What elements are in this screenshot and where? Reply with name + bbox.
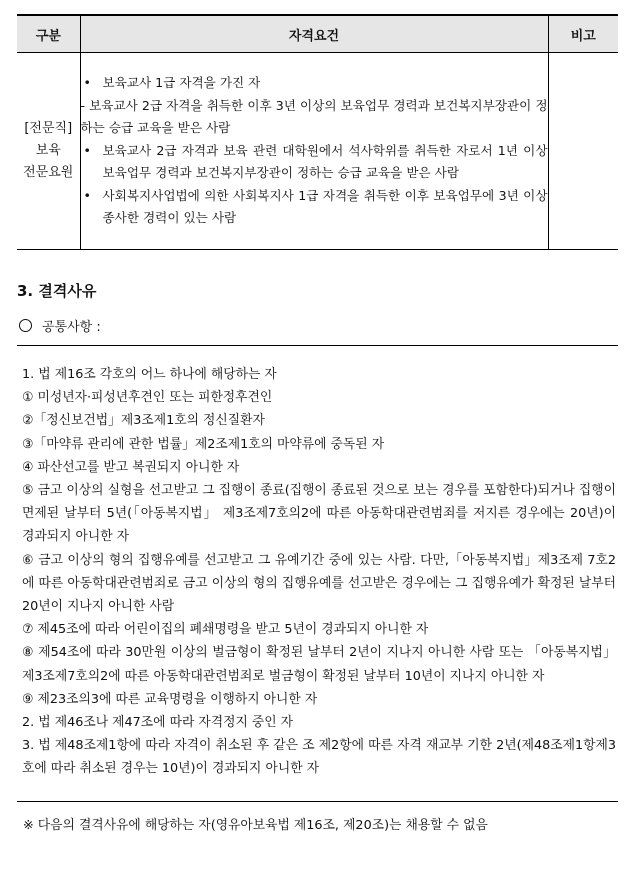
list-item: ④ 파산선고를 받고 복권되지 아니한 자 <box>22 459 240 475</box>
list-item: 1. 법 제16조 각호의 어느 하나에 해당하는 자 <box>22 367 277 382</box>
bullet-icon: • <box>83 75 91 91</box>
disqualification-list <box>17 346 618 781</box>
list-item: ⑨ 제23조의3에 따른 교육명령을 이행하지 아니한 자 <box>22 691 318 707</box>
category-cell <box>17 53 80 250</box>
requirement-item <box>81 140 548 185</box>
requirement-item <box>81 185 548 230</box>
common-items-heading <box>17 316 618 335</box>
list-item: ⑤ 금고 이상의 실형을 선고받고 그 집행이 종료(집행이 종료된 것으로 보는 경우를 포함한다)되거나 집행이 면제된 날부터 5년(「아동복지법」 제3조제7호의2에 따른 아동학대관련범죄를 저지른 경우에는 20년)이 경과되지 아니한 자 <box>22 483 616 545</box>
category-line: 전문요원 <box>23 165 74 180</box>
footnote: ※ 다음의 결격사유에 해당하는 자(영유아보육법 제16조, 제20조)는 채용할 수 없음 <box>23 817 488 833</box>
requirement-text: 보육교사 1급 자격을 가진 자 <box>102 75 261 91</box>
list-item: ⑦ 제45조에 따라 어린이집의 폐쇄명령을 받고 5년이 경과되지 아니한 자 <box>22 622 429 638</box>
list-item: ②「정신보건법」제3조제1호의 정신질환자 <box>22 413 265 429</box>
list-item: ⑥ 금고 이상의 형의 집행유예를 선고받고 그 유예기간 중에 있는 사람. 다만,「아동복지법」제3조제 7호2에 따른 아동학대관련범죄로 금고 이상의 형의 집행유예를 선고받은 경우에는 그 집행유예가 확정된 날부터 20년이 지나지 아니한 사람 <box>22 552 616 615</box>
requirement-subitem: - 보육교사 2급 자격을 취득한 이후 3년 이상의 보육업무 경력과 보건복지부장관이 정하는 승급 교육을 받은 사람 <box>80 97 548 136</box>
requirement-text: 사회복지사업법에 의한 사회복지사 1급 자격을 취득한 이후 보육업무에 3년 이상 종사한 경력이 있는 사람 <box>102 187 548 226</box>
list-item: 3. 법 제48조제1항에 따라 자격이 취소된 후 같은 조 제2항에 따른 자격 재교부 기한 2년(제48조제1항제3호에 따라 취소된 경우는 10년)이 경과되지 아니한 자 <box>22 738 616 777</box>
table-row <box>17 53 618 250</box>
header-requirements: 자격요건 <box>80 15 548 53</box>
list-item: ⑧ 제54조에 따라 30만원 이상의 벌금형이 확정된 날부터 2년이 지나지 아니한 사람 또는 「아동복지법」제3조제7호의2에 따른 아동학대관련범죄로 벌금형이 확정된 날부터 10년이 지나지 아니한 자 <box>22 645 616 684</box>
requirement-text: 보육교사 2급 자격과 보육 관련 대학원에서 석사학위를 취득한 자로서 1년 이상 보육업무 경력과 보건복지부장관이 정하는 승급 교육을 받은 사람 <box>102 142 548 181</box>
table-header-row <box>17 15 618 53</box>
remarks-cell <box>548 53 618 250</box>
header-remarks: 비고 <box>548 15 618 53</box>
list-item: ③「마약류 관리에 관한 법률」제2조제1호의 마약류에 중독된 자 <box>22 436 385 452</box>
requirements-cell <box>80 53 548 250</box>
circle-icon <box>19 319 32 332</box>
category-line: [전문직] <box>24 121 73 136</box>
common-items-label: 공통사항 : <box>42 320 101 335</box>
qualification-table <box>17 14 618 250</box>
list-item: ① 미성년자·피성년후견인 또는 피한정후견인 <box>22 390 273 406</box>
list-item: 2. 법 제46조나 제47조에 따라 자격정지 중인 자 <box>22 715 294 731</box>
bullet-icon: • <box>83 187 91 203</box>
divider <box>17 801 618 802</box>
category-line: 보육 <box>35 143 61 158</box>
document <box>17 14 618 833</box>
section-title: 3. 결격사유 <box>17 282 97 300</box>
requirement-item <box>81 72 548 95</box>
header-category: 구분 <box>17 15 80 53</box>
bullet-icon: • <box>83 142 91 158</box>
